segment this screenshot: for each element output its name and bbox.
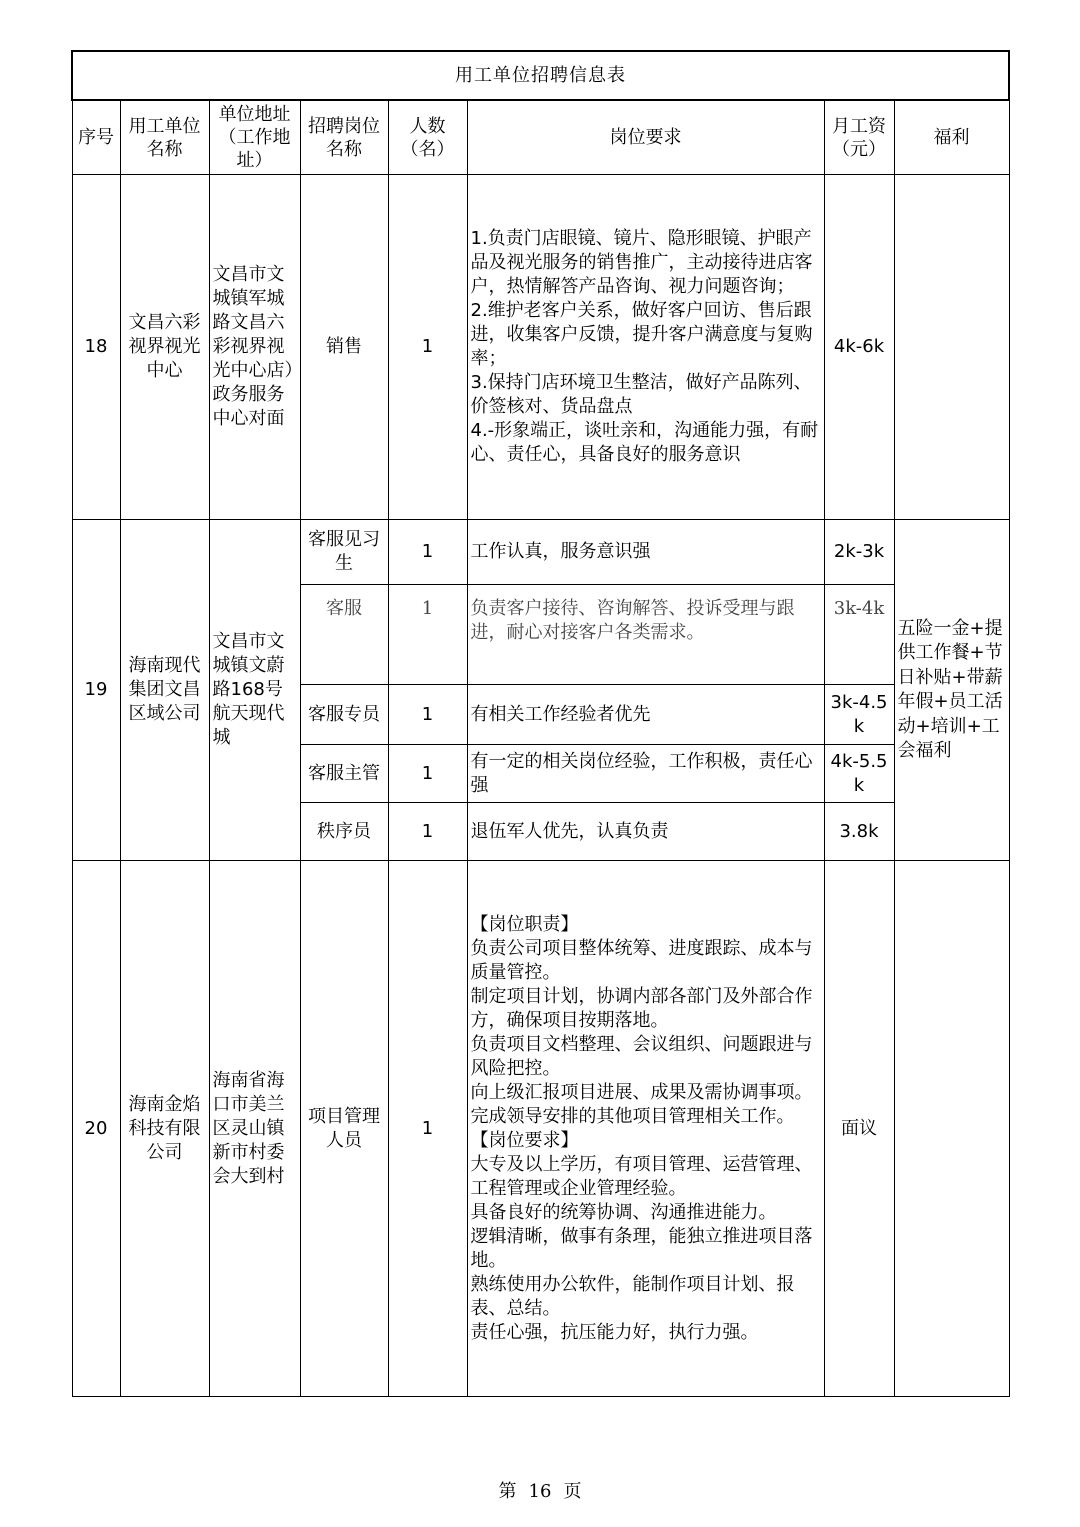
count-cell: 1 bbox=[388, 585, 467, 685]
requirements-cell: 1.负责门店眼镜、镜片、隐形眼镜、护眼产品及视光服务的销售推广，主动接待进店客户，热情解答产品咨询、视力问题咨询； 2.维护老客户关系，做好客户回访、售后跟进，收集客户反馈，提升客户满意度与复购率； 3.保持门店环境卫生整洁，做好产品陈列、价签核对、货品盘点 4.-形象端正，谈吐亲和，沟通能力强，有耐心、责任心，具备良好的服务意识 bbox=[467, 175, 824, 520]
header-address: 单位地址（工作地址） bbox=[209, 100, 300, 175]
position-cell: 客服见习生 bbox=[300, 520, 388, 585]
position-cell: 秩序员 bbox=[300, 803, 388, 861]
requirements-cell: 退伍军人优先，认真负责 bbox=[467, 803, 824, 861]
header-benefits: 福利 bbox=[894, 100, 1009, 175]
footer-prefix: 第 bbox=[498, 1481, 517, 1502]
header-count: 人数（名） bbox=[388, 100, 467, 175]
header-seq: 序号 bbox=[72, 100, 120, 175]
header-company: 用工单位名称 bbox=[120, 100, 209, 175]
salary-cell: 3k-4.5k bbox=[824, 685, 894, 745]
count-cell: 1 bbox=[388, 685, 467, 745]
requirements-cell: 工作认真，服务意识强 bbox=[467, 520, 824, 585]
count-cell: 1 bbox=[388, 745, 467, 803]
benefits-cell bbox=[894, 861, 1009, 1397]
salary-cell: 3k-4k bbox=[824, 585, 894, 685]
company-name-cell: 文昌六彩视界视光中心 bbox=[120, 175, 209, 520]
address-cell: 文昌市文城镇军城路文昌六彩视界视光中心店）政务服务中心对面 bbox=[209, 175, 300, 520]
requirements-cell: 负责客户接待、咨询解答、投诉受理与跟进，耐心对接客户各类需求。 bbox=[467, 585, 824, 685]
page-footer bbox=[0, 1477, 1080, 1503]
requirements-cell: 有相关工作经验者优先 bbox=[467, 685, 824, 745]
salary-cell: 4k-6k bbox=[824, 175, 894, 520]
recruitment-table bbox=[71, 50, 1010, 1397]
position-cell: 客服专员 bbox=[300, 685, 388, 745]
header-salary: 月工资（元） bbox=[824, 100, 894, 175]
seq-cell: 19 bbox=[72, 520, 120, 861]
company-name-cell: 海南金焰科技有限公司 bbox=[120, 861, 209, 1397]
benefits-cell: 五险一金+提供工作餐+节日补贴+带薪年假+员工活动+培训+工会福利 bbox=[894, 520, 1009, 861]
header-row bbox=[72, 100, 1009, 175]
count-cell: 1 bbox=[388, 520, 467, 585]
requirements-cell: 有一定的相关岗位经验，工作积极，责任心强 bbox=[467, 745, 824, 803]
salary-cell: 2k-3k bbox=[824, 520, 894, 585]
salary-cell: 3.8k bbox=[824, 803, 894, 861]
position-cell: 项目管理人员 bbox=[300, 861, 388, 1397]
address-cell: 海南省海口市美兰区灵山镇新市村委会大到村 bbox=[209, 861, 300, 1397]
table-title: 用工单位招聘信息表 bbox=[72, 51, 1009, 100]
count-cell: 1 bbox=[388, 175, 467, 520]
seq-cell: 20 bbox=[72, 861, 120, 1397]
position-cell: 客服 bbox=[300, 585, 388, 685]
footer-suffix: 页 bbox=[563, 1481, 582, 1502]
seq-cell: 18 bbox=[72, 175, 120, 520]
table-row bbox=[72, 861, 1009, 1397]
table-row bbox=[72, 175, 1009, 520]
salary-cell: 面议 bbox=[824, 861, 894, 1397]
header-requirements: 岗位要求 bbox=[467, 100, 824, 175]
company-name-cell: 海南现代集团文昌区域公司 bbox=[120, 520, 209, 861]
position-cell: 销售 bbox=[300, 175, 388, 520]
count-cell: 1 bbox=[388, 803, 467, 861]
benefits-cell bbox=[894, 175, 1009, 520]
address-cell: 文昌市文城镇文蔚路168号航天现代城 bbox=[209, 520, 300, 861]
count-cell: 1 bbox=[388, 861, 467, 1397]
requirements-cell: 【岗位职责】 负责公司项目整体统筹、进度跟踪、成本与质量管控。 制定项目计划，协调内部各部门及外部合作方，确保项目按期落地。 负责项目文档整理、会议组织、问题跟进与风险把控。 向上级汇报项目进展、成果及需协调事项。 完成领导安排的其他项目管理相关工作。 【岗位要求】 大专及以上学历，有项目管理、运营管理、工程管理或企业管理经验。 具备良好的统筹协调、沟通推进能力。 逻辑清晰，做事有条理，能独立推进项目落地。 熟练使用办公软件，能制作项目计划、报表、总结。 责任心强，抗压能力好，执行力强。 bbox=[467, 861, 824, 1397]
page-number: 16 bbox=[528, 1481, 552, 1502]
salary-cell: 4k-5.5k bbox=[824, 745, 894, 803]
position-cell: 客服主管 bbox=[300, 745, 388, 803]
table-row bbox=[72, 520, 1009, 585]
header-position: 招聘岗位名称 bbox=[300, 100, 388, 175]
